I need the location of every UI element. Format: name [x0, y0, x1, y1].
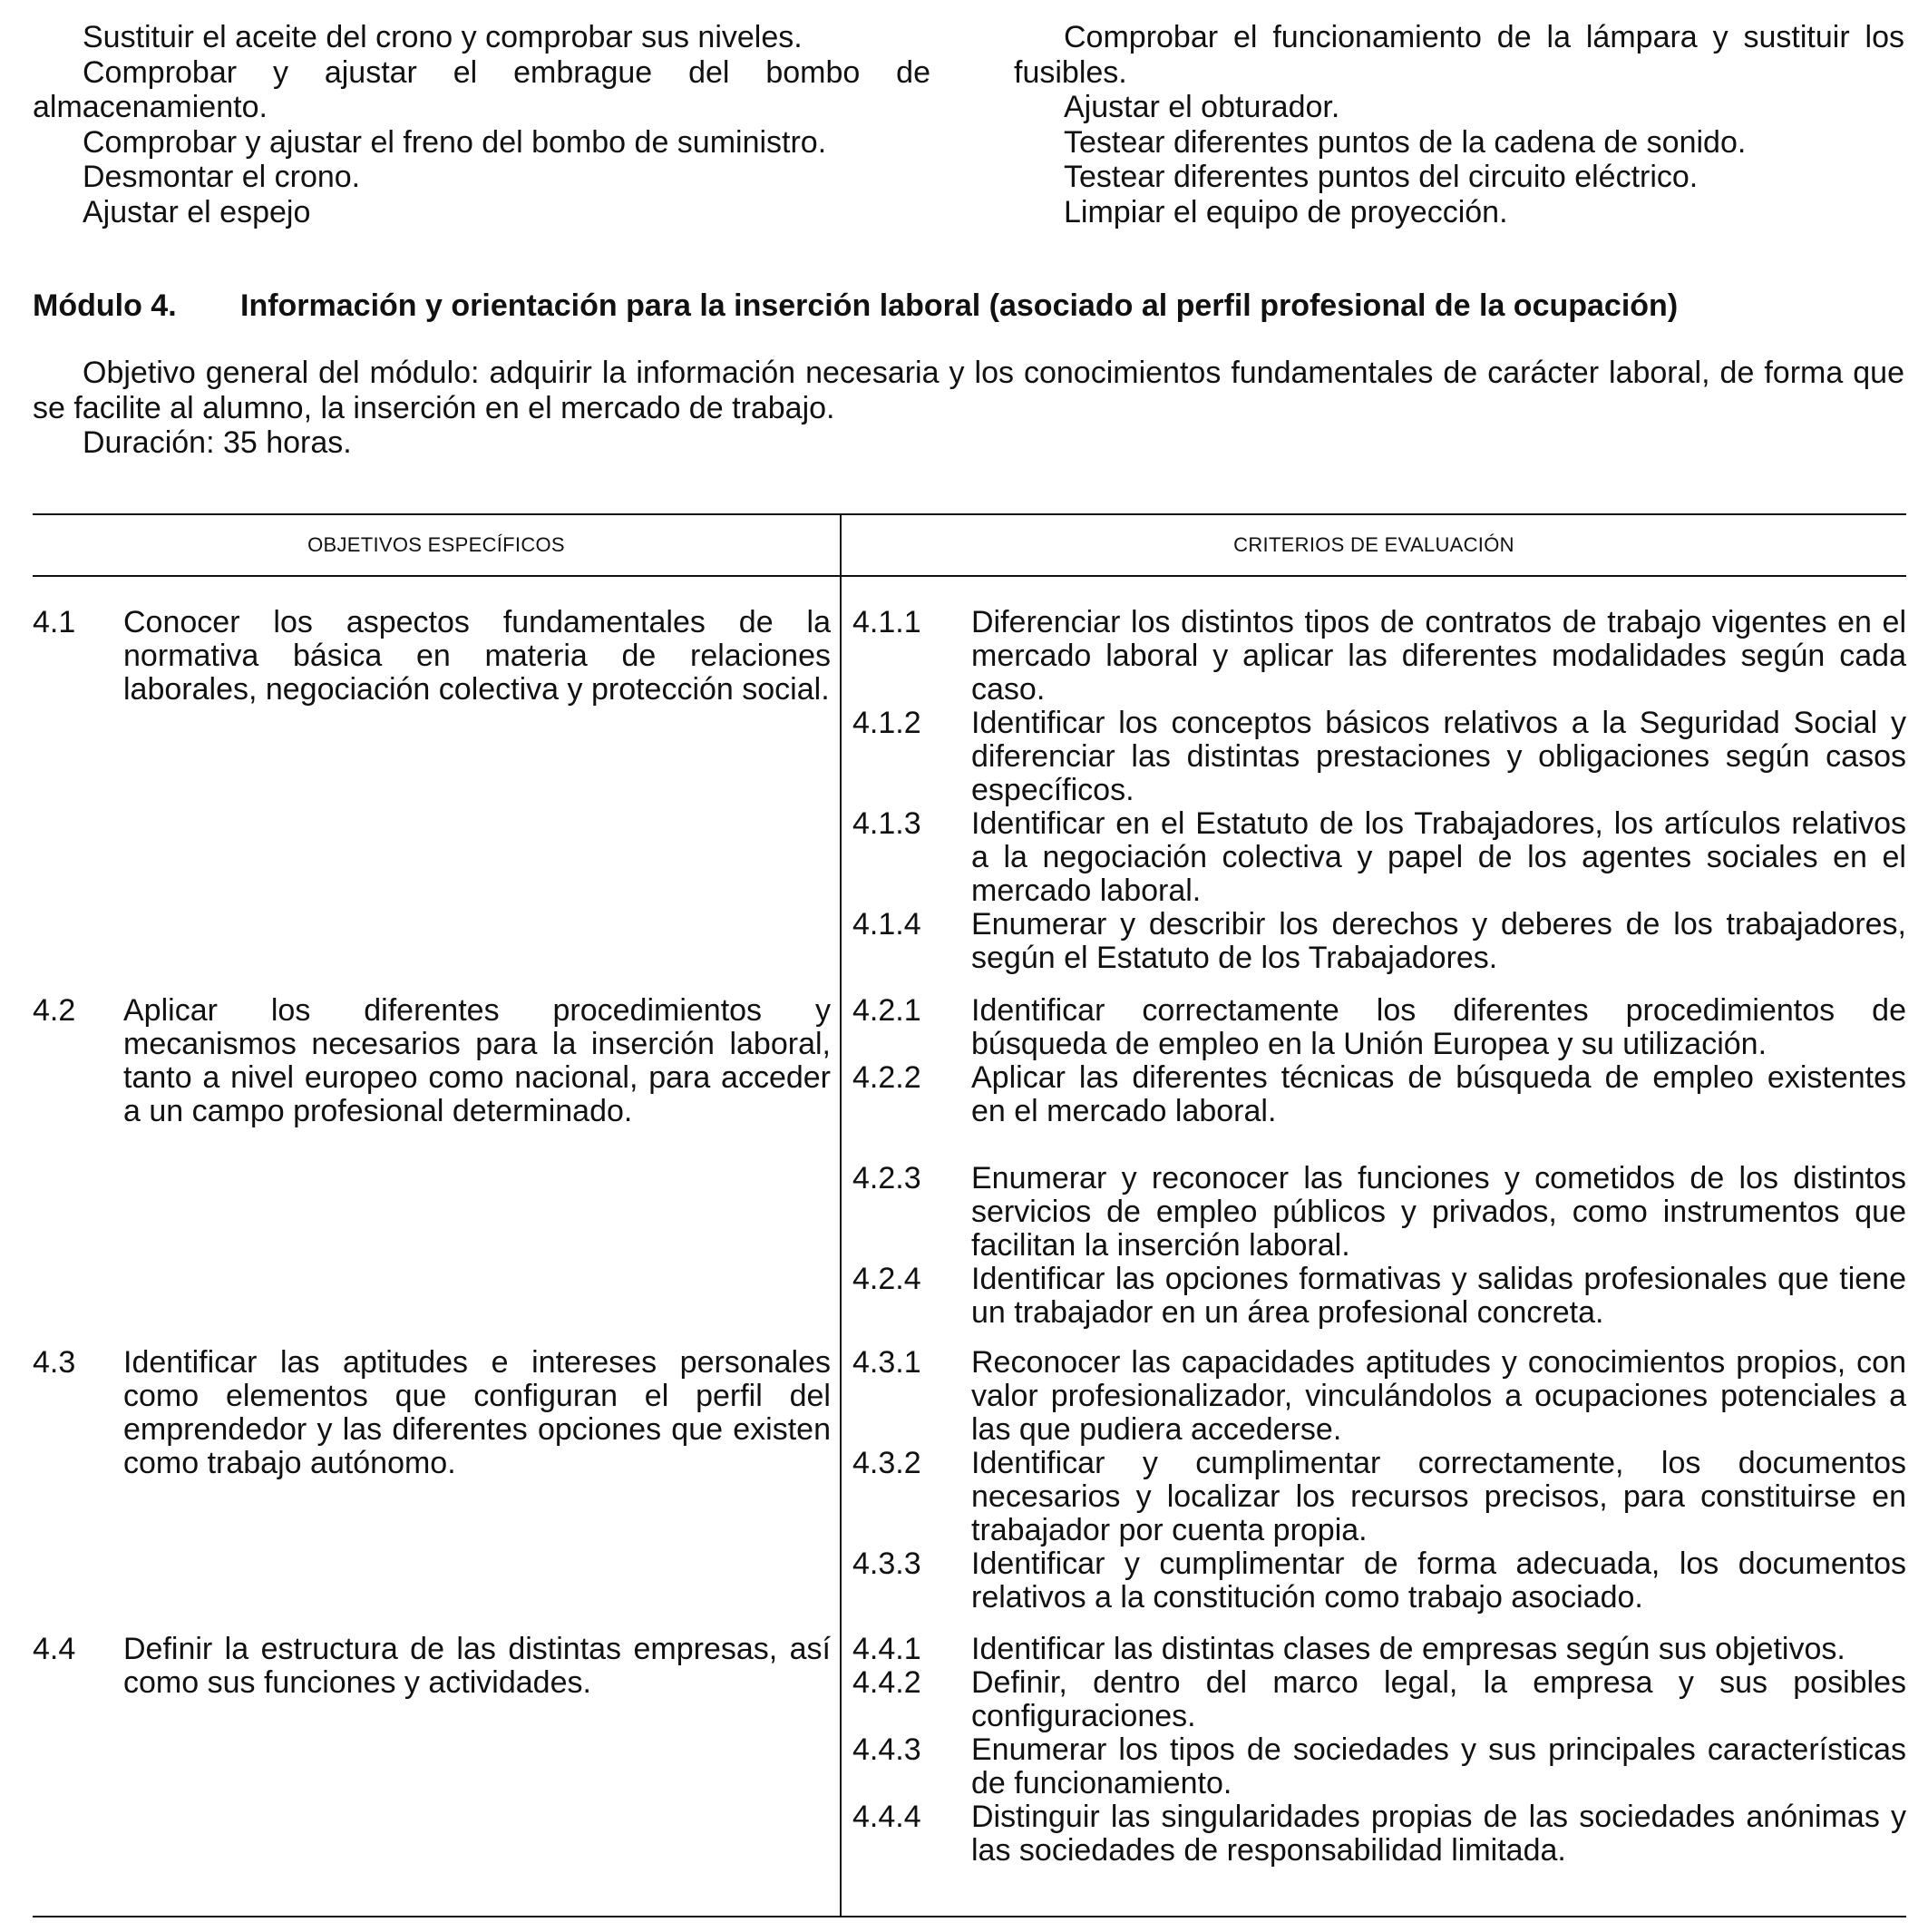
- criterion: [852, 807, 1906, 908]
- module-title: Información y orientación para la inserción laboral (asociado al perfil profesional de la ocupación): [240, 288, 1679, 323]
- criterion-text: Diferenciar los distintos tipos de contratos de trabajo vigentes en el mercado laboral y aplicar las diferentes modalidades según cada caso.: [971, 605, 1906, 707]
- criterion: [852, 707, 1906, 807]
- criterion-number: 4.3.2: [852, 1446, 921, 1480]
- list-item: Comprobar y ajustar el freno del bombo de suministro.: [83, 124, 827, 160]
- objective-text: Aplicar los diferentes procedimientos y mecanismos necesarios para la inserción laboral, tanto a nivel europeo como nacional, para acceder a un campo profesional determinado.: [123, 993, 831, 1128]
- criterion: [852, 1263, 1906, 1330]
- criterion-text: Reconocer las capacidades aptitudes y conocimientos propios, con valor profesionalizador, vinculándolos a ocupaciones potenciales a las que pudiera accederse.: [971, 1345, 1906, 1447]
- criterion-number: 4.2.4: [852, 1262, 921, 1296]
- objective-4-4: [33, 1633, 831, 1700]
- criterion-text: Identificar correctamente los diferentes procedimientos de búsqueda de empleo en la Unión Europea y su utilización.: [971, 993, 1906, 1061]
- criterion: [852, 606, 1906, 707]
- top-left-list: [33, 20, 930, 229]
- criterion-number: 4.1.3: [852, 806, 921, 841]
- objective-text: Identificar las aptitudes e intereses personales como elementos que configuran el perfil del emprendedor y las diferentes opciones que existen como trabajo autónomo.: [123, 1345, 831, 1480]
- criterion: [852, 1346, 1906, 1447]
- objective-4-2: [33, 994, 831, 1128]
- module-number: Módulo 4.: [33, 288, 177, 323]
- criterion-text: Definir, dentro del marco legal, la empresa y sus posibles configuraciones.: [971, 1665, 1906, 1733]
- table-top-rule: [33, 513, 1906, 515]
- criterion: [852, 1547, 1906, 1615]
- criterion-text: Enumerar y reconocer las funciones y cometidos de los distintos servicios de empleo públicos y privados, como instrumentos que facilitan la inserción laboral.: [971, 1161, 1906, 1263]
- list-item: Testear diferentes puntos del circuito eléctrico.: [1064, 160, 1699, 194]
- criterion-number: 4.1.1: [852, 605, 921, 639]
- criterion-number: 4.4.3: [852, 1732, 921, 1767]
- criterion-number: 4.1.2: [852, 706, 921, 740]
- criterion: [852, 1447, 1906, 1547]
- criterion-number: 4.4.2: [852, 1665, 921, 1700]
- criterion-text: Identificar y cumplimentar de forma adecuada, los documentos relativos a la constitución como trabajo asociado.: [971, 1547, 1906, 1615]
- criterion-number: 4.4.4: [852, 1800, 921, 1834]
- objective-number: 4.1: [33, 605, 76, 639]
- criterion: [852, 908, 1906, 975]
- criterion-number: 4.2.2: [852, 1060, 921, 1095]
- criterion-number: 4.3.1: [852, 1345, 921, 1380]
- criterion-text: Identificar en el Estatuto de los Trabajadores, los artículos relativos a la negociación colectiva y papel de los agentes sociales en el mercado laboral.: [971, 806, 1906, 908]
- criterion: [852, 994, 1906, 1061]
- criterion-text: Enumerar y describir los derechos y deberes de los trabajadores, según el Estatuto de los Trabajadores.: [971, 907, 1906, 975]
- top-right-list: [1014, 20, 1904, 229]
- table-bottom-rule: [33, 1916, 1906, 1917]
- criterion-text: Identificar las distintas clases de empresas según sus objetivos.: [971, 1632, 1845, 1666]
- list-item: Testear diferentes puntos de la cadena de sonido.: [1064, 124, 1747, 160]
- list-item: Comprobar y ajustar el embrague del bombo de almacenamiento.: [33, 54, 930, 124]
- criterion-number: 4.1.4: [852, 907, 921, 942]
- criterion-text: Identificar las opciones formativas y salidas profesionales que tiene un trabajador en un área profesional concreta.: [971, 1262, 1906, 1330]
- table-header-rule: [33, 575, 1906, 577]
- objective-number: 4.3: [33, 1345, 76, 1380]
- criterion: [852, 1666, 1906, 1733]
- list-item: Sustituir el aceite del crono y comprobar sus niveles.: [83, 20, 803, 54]
- column-divider: [840, 513, 842, 1917]
- criterion: [852, 1633, 1906, 1666]
- criterion-text: Enumerar los tipos de sociedades y sus principales características de funcionamiento.: [971, 1732, 1906, 1800]
- objective-text: Conocer los aspectos fundamentales de la normativa básica en materia de relaciones laborales, negociación colectiva y protección social.: [123, 605, 831, 707]
- criterion-text: Identificar los conceptos básicos relativos a la Seguridad Social y diferenciar las distintas prestaciones y obligaciones según casos específicos.: [971, 706, 1906, 807]
- criterion-text: Distinguir las singularidades propias de las sociedades anónimas y las sociedades de responsabilidad limitada.: [971, 1800, 1906, 1868]
- list-item: Ajustar el obturador.: [1064, 90, 1340, 124]
- list-item: Ajustar el espejo: [83, 194, 311, 229]
- list-item: Limpiar el equipo de proyección.: [1064, 194, 1508, 229]
- criterion-number: 4.4.1: [852, 1632, 921, 1666]
- objective-number: 4.2: [33, 993, 76, 1028]
- duration-text: Duración: 35 horas.: [83, 425, 352, 460]
- criterion: [852, 1162, 1906, 1263]
- module-objective: [33, 356, 1904, 461]
- header-criterios: CRITERIOS DE EVALUACIÓN: [1233, 533, 1514, 556]
- criteria-group-4-4: [852, 1633, 1906, 1868]
- objective-number: 4.4: [33, 1632, 76, 1666]
- module-heading: [33, 288, 1904, 324]
- list-item: Comprobar el funcionamiento de la lámpara y sustituir los fusibles.: [1014, 20, 1904, 90]
- objective-text: Objetivo general del módulo: adquirir la información necesaria y los conocimientos fundamentales de carácter laboral, de forma que se facilite al alumno, la inserción en el mercado de trabajo.: [33, 356, 1904, 425]
- criterion-text: Aplicar las diferentes técnicas de búsqueda de empleo existentes en el mercado laboral.: [971, 1060, 1906, 1128]
- criterion: [852, 1733, 1906, 1800]
- criteria-group-4-3: [852, 1346, 1906, 1615]
- criterion: [852, 1800, 1906, 1868]
- objective-4-1: [33, 606, 831, 707]
- objective-text: Definir la estructura de las distintas empresas, así como sus funciones y actividades.: [123, 1632, 831, 1700]
- list-item: Desmontar el crono.: [83, 160, 361, 194]
- objective-4-3: [33, 1346, 831, 1480]
- criterion-text: Identificar y cumplimentar correctamente, los documentos necesarios y localizar los recursos precisos, para constituirse en trabajador por cuenta propia.: [971, 1446, 1906, 1547]
- criterion-number: 4.2.1: [852, 993, 921, 1028]
- criterion: [852, 1061, 1906, 1128]
- criteria-group-4-1: [852, 606, 1906, 975]
- criterion-number: 4.2.3: [852, 1161, 921, 1195]
- criteria-group-4-2: [852, 994, 1906, 1330]
- header-objetivos: OBJETIVOS ESPECÍFICOS: [307, 533, 565, 556]
- criterion-number: 4.3.3: [852, 1547, 921, 1581]
